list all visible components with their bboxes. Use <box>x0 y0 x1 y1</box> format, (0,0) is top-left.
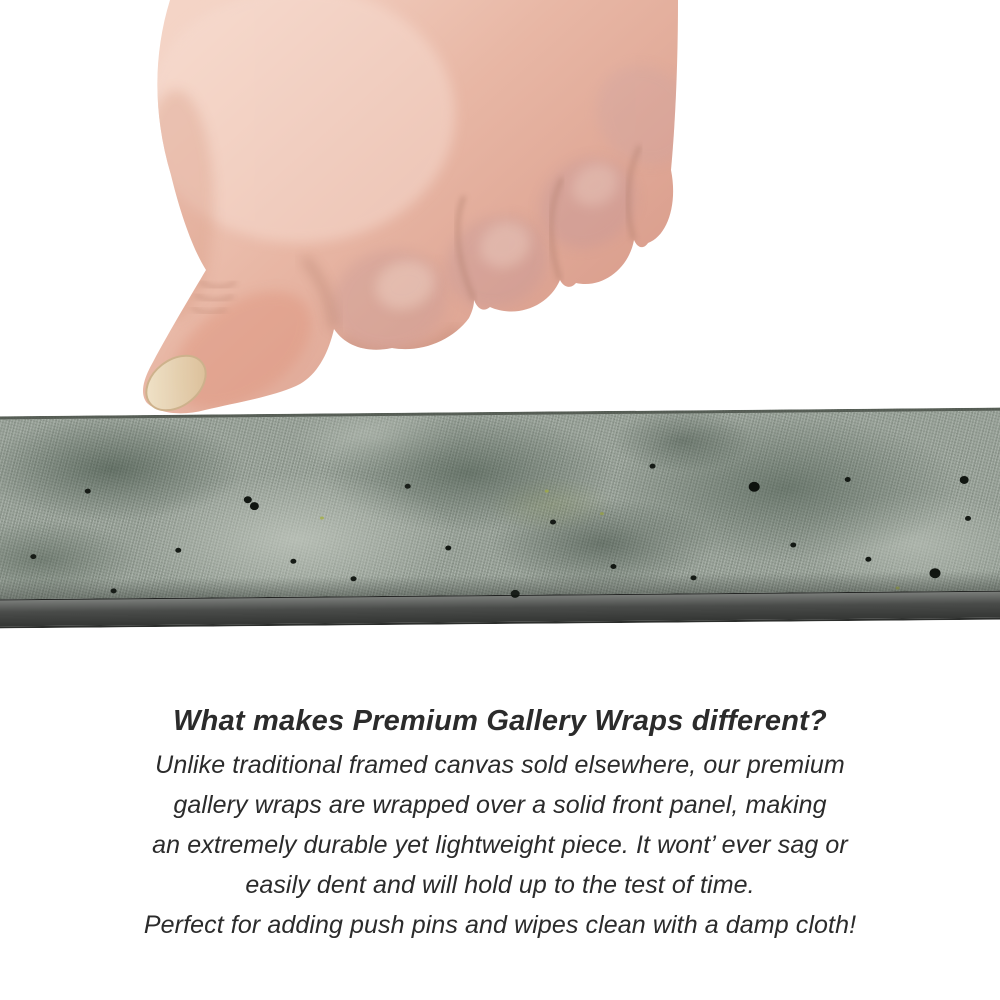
caption <box>0 700 1000 945</box>
caption-line-3: an extremely durable yet lightweight piece. It wont’ ever sag or <box>152 831 848 859</box>
caption-line-5: Perfect for adding push pins and wipes clean with a damp cloth! <box>143 911 857 939</box>
caption-line-4: easily dent and will hold up to the test of time. <box>245 871 755 899</box>
caption-line-2: gallery wraps are wrapped over a solid front panel, making <box>173 791 827 819</box>
caption-line-1: Unlike traditional framed canvas sold elsewhere, our premium <box>155 751 845 779</box>
caption-heading: What makes Premium Gallery Wraps different? <box>173 705 827 737</box>
